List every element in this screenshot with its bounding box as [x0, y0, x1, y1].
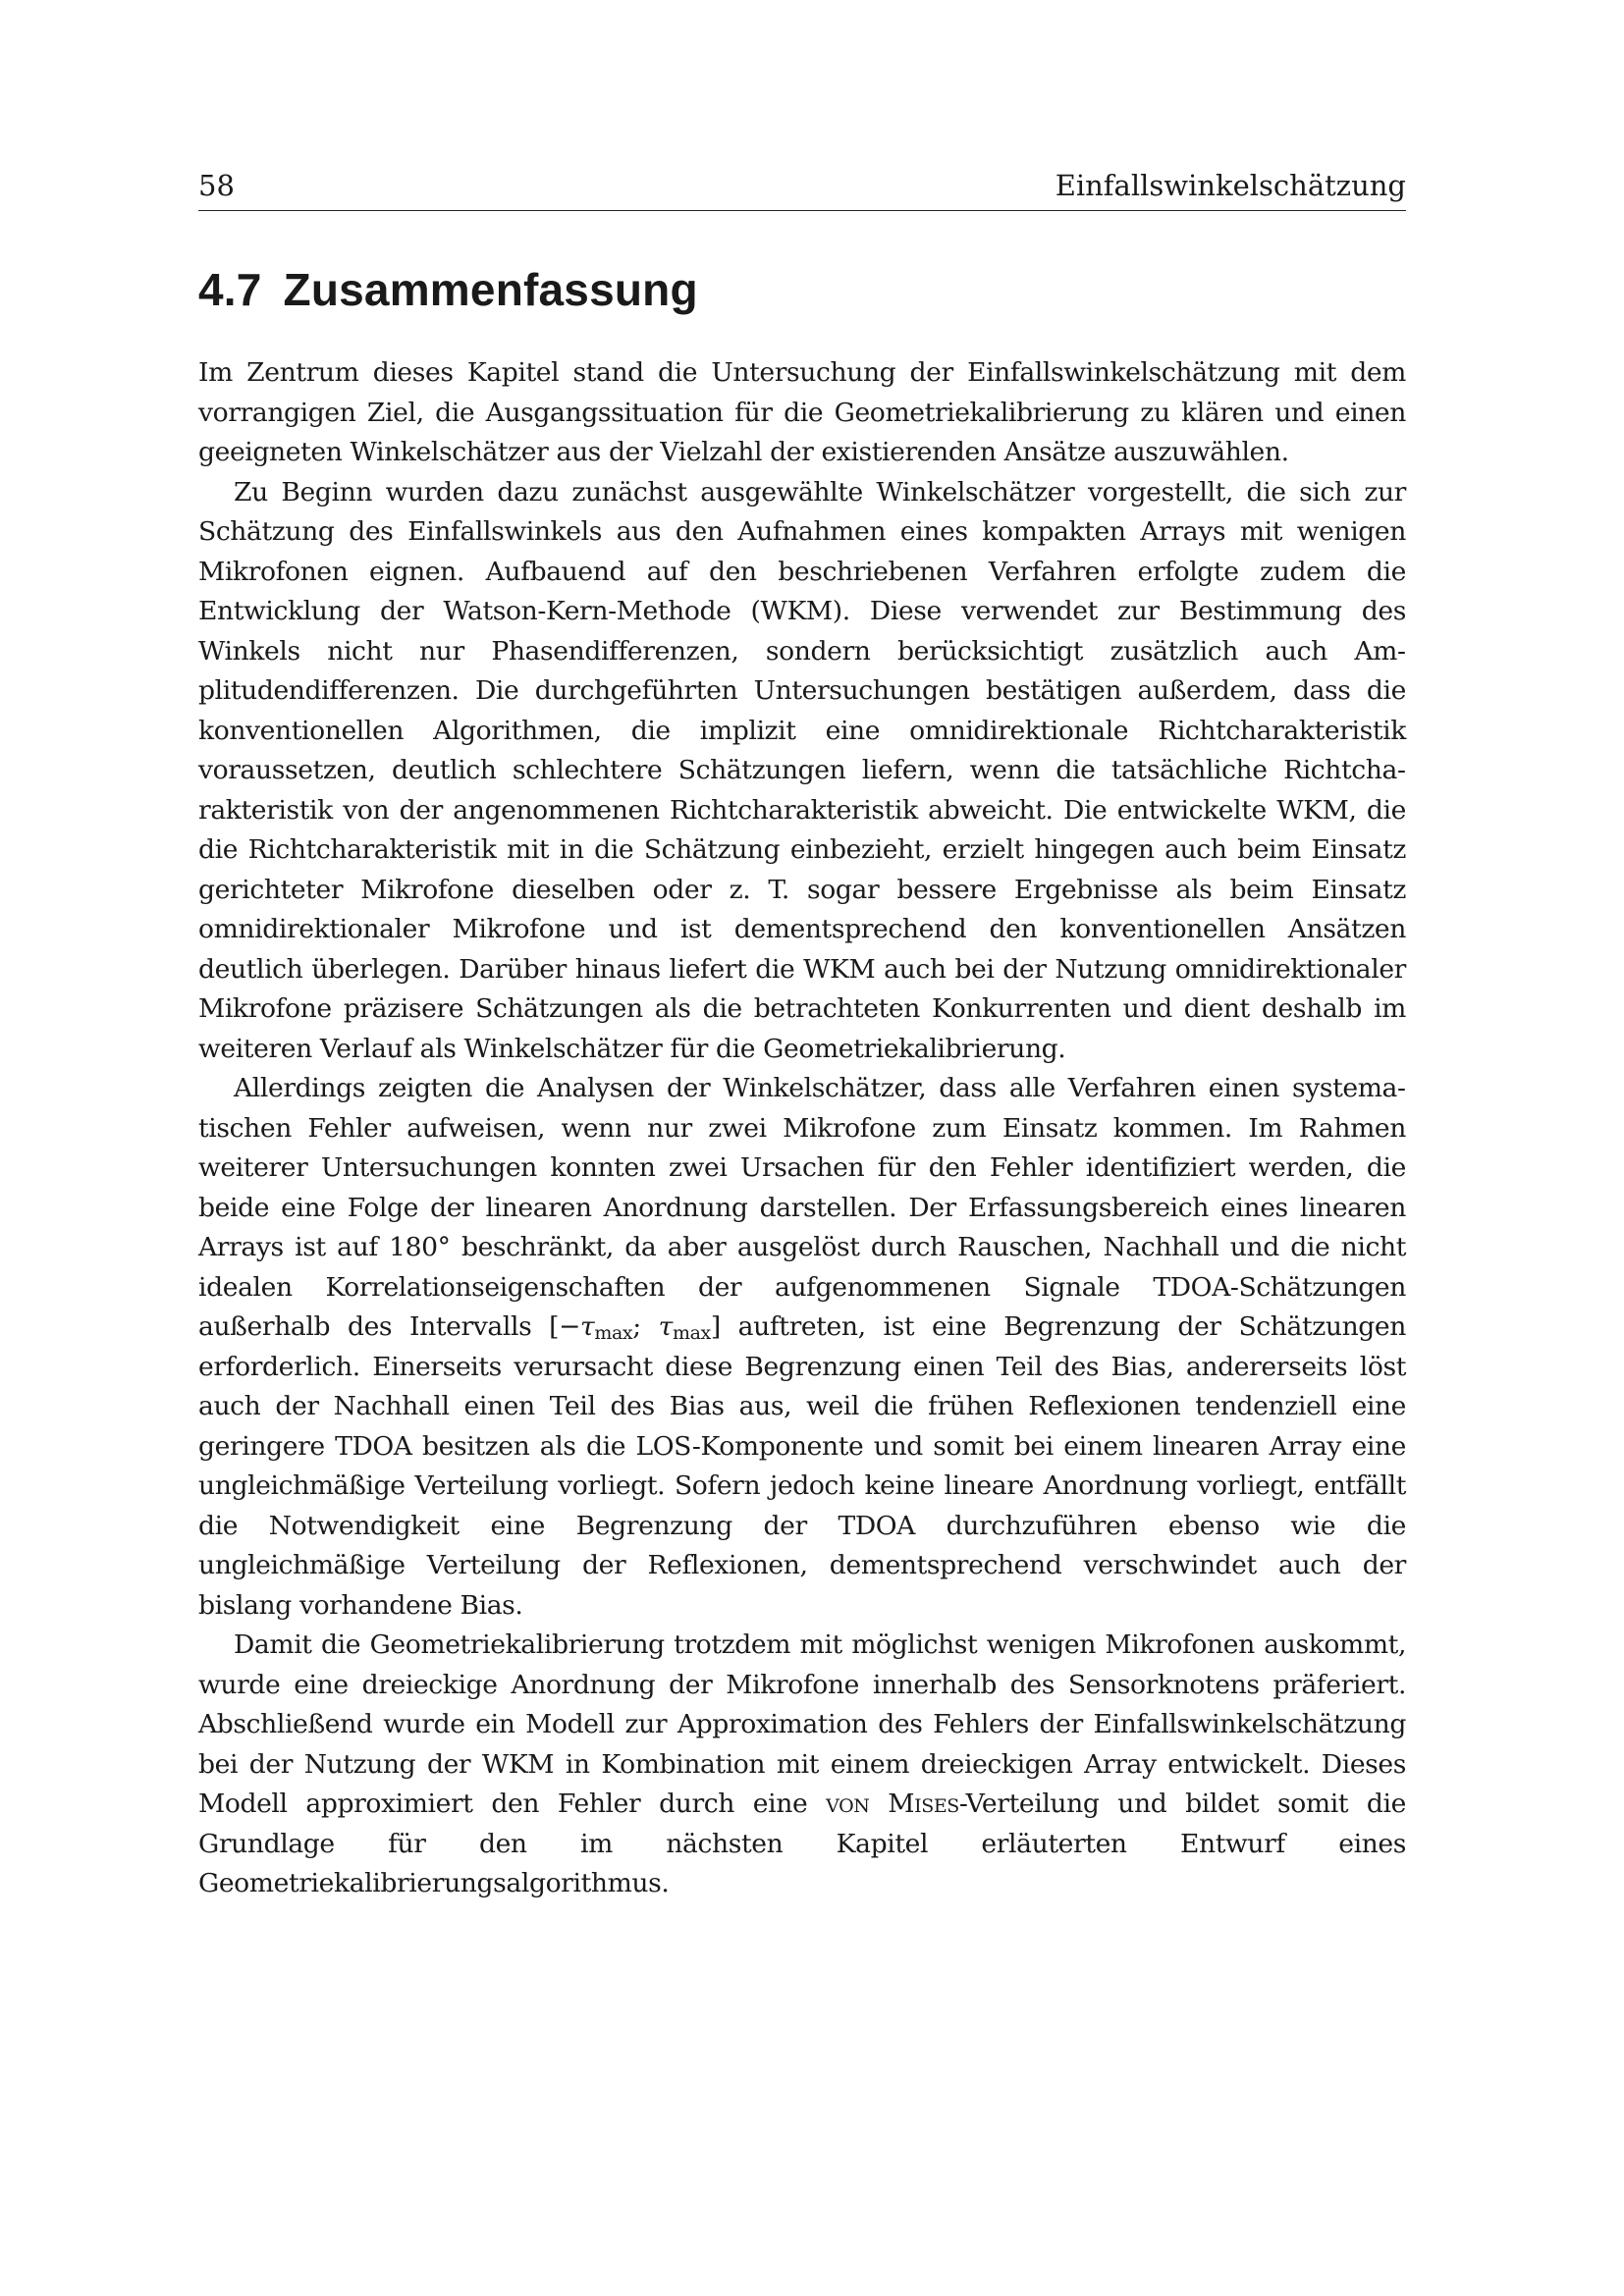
running-header-chapter-title: Einfallswinkelschätzung: [1055, 169, 1406, 202]
paragraph-1: Im Zentrum dieses Kapitel stand die Untersuchung der Einfallswinkelschätzung mit dem vorrangigen Ziel, die Ausgangssituation für die Geometriekalibrierung zu klären und einen geeigneten Winkelschätzer aus der Vielzahl der existierenden Ansätze auszuwählen.: [198, 357, 1406, 467]
math-separator: ;: [632, 1311, 659, 1342]
running-header: [198, 167, 1406, 211]
document-page: [198, 0, 1406, 2296]
paragraph-4-text-end: -Verteilung und bildet somit die Grundlage für den im nächsten Kapitel erläuterten Entwurf eines Geometriekalibrierungsalgorithmus.: [198, 1789, 1406, 1898]
page-number: 58: [198, 169, 235, 202]
paragraph-3-text-end: ] auftreten, ist eine Begrenzung der Schätzungen erforderlich. Einerseits verursacht diese Begrenzung einen Teil des Bias, andererseits löst auch der Nachhall einen Teil des Bias aus, weil die frühen Reflexionen tendenziell eine geringere TDOA besitzen als die LOS-Komponente und somit bei einem linearen Array eine ungleichmäßige Verteilung vorliegt. Sofern jedoch keine lineare Anordnung vorliegt, entfällt die Notwendigkeit eine Begrenzung der TDOA durchzuführen ebenso wie die ungleichmäßige Verteilung der Reflexionen, dementsprechend verschwindet auch der bislang vorhandene Bias.: [198, 1311, 1406, 1621]
section-heading: [198, 263, 698, 316]
paragraph-3-text-start: Allerdings zeigten die Analysen der Winkelschätzer, dass alle Verfahren einen systematischen Fehler aufweisen, wenn nur zwei Mikrofone zum Einsatz kommen. Im Rahmen weiterer Untersuchungen konnten zwei Ursachen für den Fehler identifiziert werden, die beide eine Folge der linearen Anordnung darstellen. Der Erfassungsbereich eines linearen Arrays ist auf 180° beschränkt, da aber ausgelöst durch Rauschen, Nachhall und die nicht idealen Korrelationseigenschaften der aufgenommenen Signale TDOA-Schätzungen außerhalb des Intervalls [−: [198, 1073, 1406, 1342]
math-sub-max-2: max: [672, 1322, 711, 1344]
math-tau-max: τ: [658, 1311, 673, 1342]
paragraph-2: Zu Beginn wurden dazu zunächst ausgewählte Winkelschätzer vorgestellt, die sich zur Schätzung des Einfallswinkels aus den Aufnahmen eines kompakten Arrays mit wenigen Mikrofonen eignen. Aufbauend auf den beschriebenen Verfahren erfolgte zudem die Entwicklung der Watson-Kern-Methode (WKM). Diese verwendet zur Bestimmung des Winkels nicht nur Phasendifferenzen, sondern berücksichtigt zusätzlich auch Amplitudendifferenzen. Die durchgeführten Untersuchungen bestätigen außerdem, dass die konventionellen Algorithmen, die implizit eine omnidirektionale Richtcharakteristik voraussetzen, deutlich schlechtere Schätzungen liefern, wenn die tatsächliche Richtcharakteristik von der angenommenen Richtcharakteristik abweicht. Die entwickelte WKM, die die Richtcharakteristik mit in die Schätzung einbezieht, erzielt hingegen auch beim Einsatz gerichteter Mikrofone dieselben oder z. T. sogar bessere Ergebnisse als beim Einsatz omnidirektionaler Mikrofone und ist dementsprechend den konventionellen Ansätzen deutlich überlegen. Darüber hinaus liefert die WKM auch bei der Nutzung omnidirektionaler Mikrofone präzisere Schätzungen als die betrachteten Konkurrenten und dient deshalb im weiteren Verlauf als Winkelschätzer für die Geometriekalibrierung.: [198, 476, 1406, 1064]
section-number: 4.7: [198, 264, 262, 315]
section-title: Zusammenfassung: [283, 264, 698, 315]
paragraph-4: [198, 1626, 1406, 1904]
paragraph-4-text-start: Damit die Geometriekalibrierung trotzdem mit möglichst wenigen Mikrofonen auskommt, wurde eine dreieckige Anordnung der Mikrofone innerhalb des Sensorknotens präferiert. Abschließend wurde ein Modell zur Approximation des Fehlers der Einfallswinkelschätzung bei der Nutzung der WKM in Kombination mit einem dreieckigen Array entwickelt. Dieses Modell approximiert den Fehler durch eine: [198, 1629, 1406, 1819]
von-mises-name: von Mises: [826, 1789, 959, 1819]
paragraph-3: [198, 1069, 1406, 1626]
body-text: [198, 353, 1406, 1904]
math-sub-max-1: max: [594, 1322, 633, 1344]
math-tau-min: τ: [580, 1311, 595, 1342]
